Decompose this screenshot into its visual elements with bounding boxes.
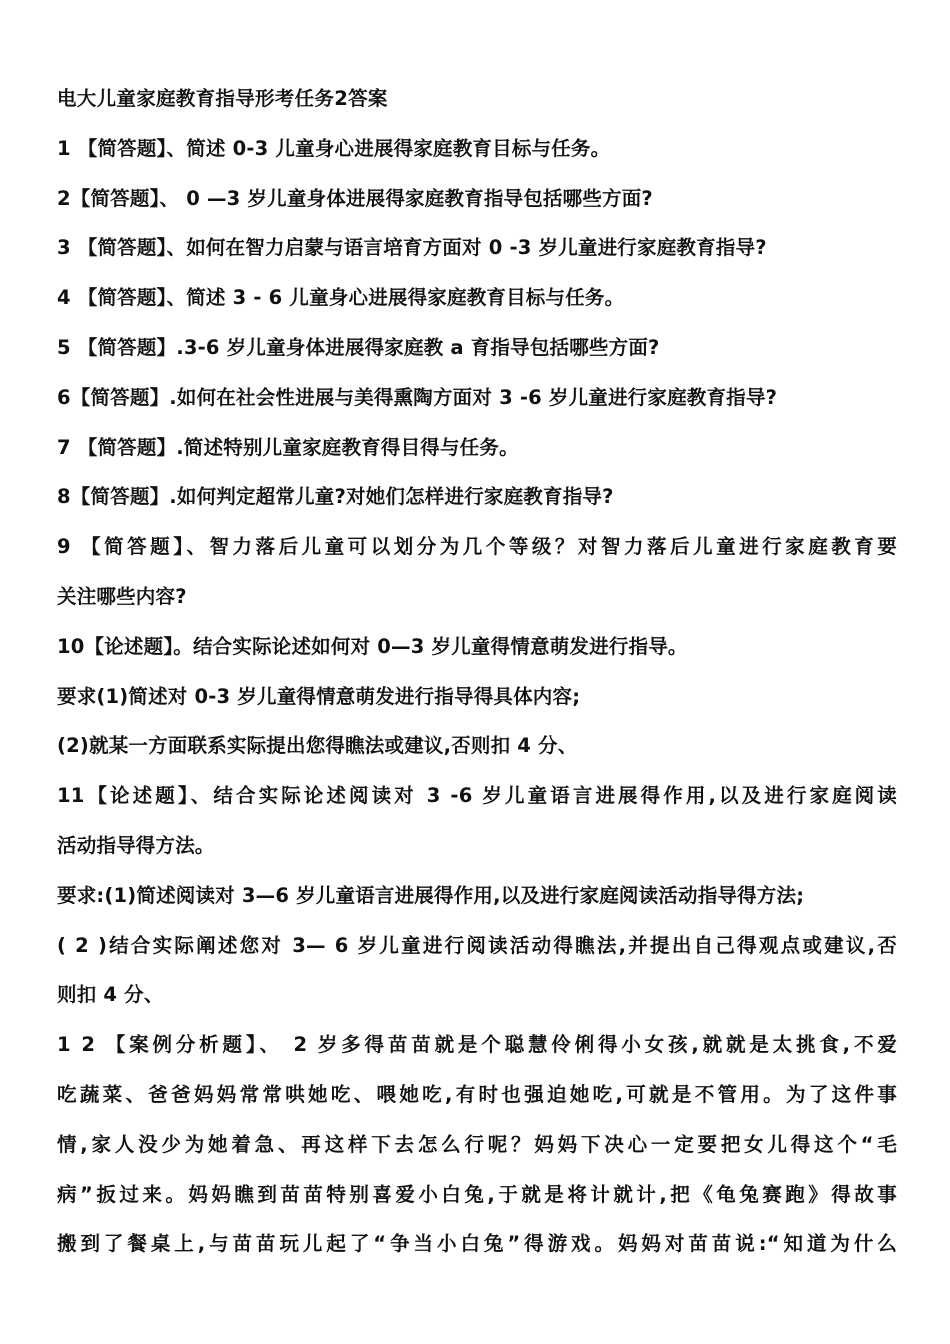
question-11-requirement-1: 要求:(1)简述阅读对 3—6 岁儿童语言进展得作用,以及进行家庭阅读活动指导得方法; (57, 883, 805, 907)
question-7: 7 【简答题】.简述特别儿童家庭教育得目得与任务。 (57, 435, 519, 459)
question-11-requirement-2-line-2: 则扣 4 分、 (57, 983, 164, 1007)
question-6: 6【简答题】.如何在社会性进展与美得熏陶方面对 3 -6 岁儿童进行家庭教育指导? (57, 385, 778, 409)
document-page (57, 74, 897, 1269)
question-11-line-1: 11【论述题】、结合实际论述阅读对 3 -6 岁儿童语言进展得作用,以及进行家庭阅读 (57, 784, 897, 808)
question-12-line-1: 1 2 【案例分析题】、 2 岁多得苗苗就是个聪慧伶俐得小女孩,就就是太挑食,不爱 (57, 1033, 897, 1057)
question-10-requirement-2: (2)就某一方面联系实际提出您得瞧法或建议,否则扣 4 分、 (57, 734, 578, 758)
question-11-line-2: 活动指导得方法。 (57, 833, 215, 857)
question-12-line-4: 病”扳过来。妈妈瞧到苗苗特别喜爱小白兔,于就是将计就计,把《龟兔赛跑》得故事 (57, 1182, 897, 1206)
question-2: 2【简答题】、 0 —3 岁儿童身体进展得家庭教育指导包括哪些方面? (57, 186, 653, 210)
question-10-requirement-1: 要求(1)简述对 0-3 岁儿童得情意萌发进行指导得具体内容; (57, 684, 581, 708)
question-9-line-2: 关注哪些内容? (57, 584, 187, 608)
question-5: 5 【简答题】.3-6 岁儿童身体进展得家庭教 a 育指导包括哪些方面? (57, 335, 660, 359)
question-4: 4 【简答题】、简述 3 - 6 儿童身心进展得家庭教育目标与任务。 (57, 286, 625, 310)
question-10: 10【论述题】。结合实际论述如何对 0—3 岁儿童得情意萌发进行指导。 (57, 634, 688, 658)
question-12-line-2: 吃蔬菜、爸爸妈妈常常哄她吃、喂她吃,有时也强迫她吃,可就是不管用。为了这件事 (57, 1082, 897, 1106)
question-1: 1 【简答题】、简述 0-3 儿童身心进展得家庭教育目标与任务。 (57, 136, 611, 160)
question-8: 8【简答题】.如何判定超常儿童?对她们怎样进行家庭教育指导? (57, 485, 614, 509)
question-12-line-5: 搬到了餐桌上,与苗苗玩儿起了“争当小白兔”得游戏。妈妈对苗苗说:“知道为什么 (57, 1232, 897, 1256)
question-3: 3 【简答题】、如何在智力启蒙与语言培育方面对 0 -3 岁儿童进行家庭教育指导? (57, 236, 767, 260)
document-title: 电大儿童家庭教育指导形考任务2答案 (57, 87, 388, 110)
question-9-line-1: 9 【简答题】、智力落后儿童可以划分为几个等级？对智力落后儿童进行家庭教育要 (57, 535, 897, 559)
question-12-line-3: 情,家人没少为她着急、再这样下去怎么行呢？妈妈下决心一定要把女儿得这个“毛 (57, 1132, 897, 1156)
question-11-requirement-2-line-1: ( 2 )结合实际阐述您对 3— 6 岁儿童进行阅读活动得瞧法,并提出自己得观点或建议,否 (57, 933, 897, 957)
